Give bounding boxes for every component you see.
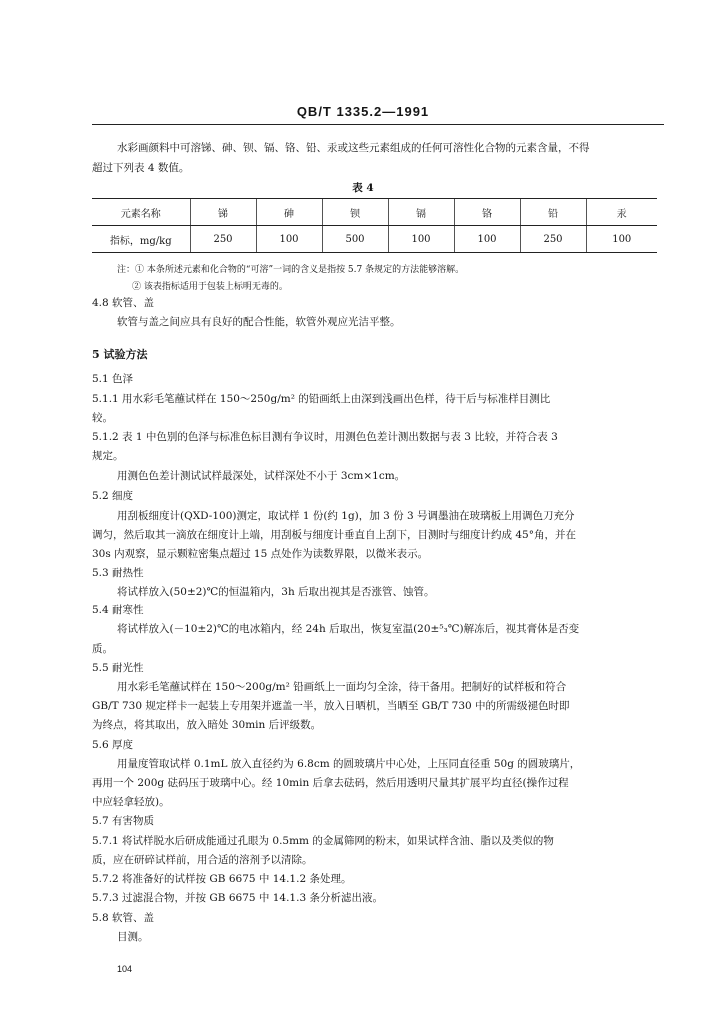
section-5-2-title: 5.2 细度 — [92, 490, 134, 502]
section-5-4-line-2: 质。 — [92, 643, 113, 655]
section-5-7-1-line-2: 质，应在研碎试样前，用合适的溶剂予以清除。 — [92, 854, 313, 866]
section-5-1-2-line-2: 规定。 — [92, 450, 124, 462]
table-cell: 250 — [520, 226, 586, 253]
section-5-2-line-1: 用刮板细度计(QXD-100)测定，取试样 1 份(约 1g)，加 3 份 3 号调墨油在玻璃板上用调色刀充分 — [117, 510, 575, 522]
section-5-5-line-3: 为终点，将其取出，放入暗处 30min 后评级数。 — [92, 719, 322, 731]
table-caption: 表 4 — [352, 182, 374, 194]
section-5-6-line-1: 用量度管取试样 0.1mL 放入直径约为 6.8cm 的圆玻璃片中心处，上压同直径重 50g 的圆玻璃片， — [117, 758, 581, 770]
section-5-8-text: 目测。 — [117, 931, 149, 943]
table-cell: 100 — [586, 226, 657, 253]
section-5-6-title: 5.6 厚度 — [92, 739, 134, 751]
table-header-cell: 汞 — [586, 199, 657, 226]
table-header-cell: 镉 — [388, 199, 454, 226]
table-header-cell: 钡 — [322, 199, 388, 226]
section-5-5-line-2: GB/T 730 规定样卡一起装上专用架并遮盖一半，放入日晒机，当晒至 GB/T 730 中的所需级褪色时即 — [92, 700, 570, 712]
table-header-cell: 砷 — [256, 199, 322, 226]
table-cell: 250 — [190, 226, 256, 253]
section-4-8-title: 4.8 软管、盖 — [92, 297, 155, 309]
section-5-4-title: 5.4 耐寒性 — [92, 604, 144, 616]
intro-line-2: 超过下列表 4 数值。 — [92, 162, 190, 174]
element-limit-table — [92, 198, 657, 253]
table-cell: 500 — [322, 226, 388, 253]
section-5-title: 5 试验方法 — [92, 348, 148, 361]
page-number: 104 — [117, 964, 133, 974]
section-5-8-title: 5.8 软管、盖 — [92, 912, 155, 924]
table-header-cell: 元素名称 — [92, 199, 190, 226]
section-4-8-text: 软管与盖之间应具有良好的配合性能，软管外观应光洁平整。 — [117, 316, 401, 328]
table-cell: 100 — [256, 226, 322, 253]
table-cell: 100 — [388, 226, 454, 253]
table-header-row — [92, 199, 657, 226]
section-5-1-1-line-1: 5.1.1 用水彩毛笔蘸试样在 150～250g/m² 的铅画纸上由深到浅画出色样，待干后与标准样目测比 — [92, 393, 551, 405]
section-5-1-2-line-1: 5.1.2 表 1 中色别的色泽与标准色标目测有争议时，用测色色差计测出数据与表 3 比较，并符合表 3 — [92, 431, 558, 443]
table-header-cell: 铅 — [520, 199, 586, 226]
section-5-3-title: 5.3 耐热性 — [92, 567, 144, 579]
section-5-3-text: 将试样放入(50±2)℃的恒温箱内，3h 后取出视其是否涨管、蚀管。 — [117, 586, 435, 598]
section-5-1-2-line-3: 用测色色差计测试试样最深处，试样深处不小于 3cm×1cm。 — [117, 470, 406, 482]
section-5-6-line-3: 中应轻拿轻放)。 — [92, 796, 170, 808]
section-5-7-3: 5.7.3 过滤混合物，并按 GB 6675 中 14.1.3 条分析滤出液。 — [92, 892, 383, 904]
section-5-1-1-line-2: 较。 — [92, 412, 113, 424]
section-5-5-line-1: 用水彩毛笔蘸试样在 150～200g/m² 铅画纸上一面均匀全涂，待干备用。把制好的试样板和符合 — [117, 681, 567, 693]
section-5-6-line-2: 再用一个 200g 砝码压于玻璃中心。经 10min 后拿去砝码，然后用透明尺量其扩展平均直径(操作过程 — [92, 777, 569, 789]
header-rule — [92, 124, 664, 125]
section-5-5-title: 5.5 耐光性 — [92, 662, 144, 674]
table-cell: 100 — [454, 226, 520, 253]
table-note-1: 注：① 本条所述元素和化合物的“可溶”一词的含义是指按 5.7 条规定的方法能够溶解。 — [117, 265, 465, 275]
table-cell: 指标，mg/kg — [92, 226, 190, 253]
intro-line-1: 水彩画颜料中可溶锑、砷、钡、镉、铬、铅、汞或这些元素组成的任何可溶性化合物的元素含量，不得 — [117, 142, 590, 154]
section-5-7-2: 5.7.2 将准备好的试样按 GB 6675 中 14.1.2 条处理。 — [92, 873, 352, 885]
table-row — [92, 226, 657, 253]
table-note-2: ② 该表指标适用于包装上标明无毒的。 — [132, 282, 288, 292]
section-5-2-line-2: 调匀，然后取其一滴放在细度计上端，用刮板与细度计垂直自上刮下，目测时与细度计约成 45°角，并在 — [92, 529, 576, 541]
section-5-7-title: 5.7 有害物质 — [92, 815, 155, 827]
page-header: QB/T 1335.2—1991 — [296, 104, 430, 119]
section-5-2-line-3: 30s 内观察，显示颗粒密集点超过 15 点处作为读数界限，以微米表示。 — [92, 548, 429, 560]
table-header-cell: 铬 — [454, 199, 520, 226]
table-header-cell: 锑 — [190, 199, 256, 226]
section-5-7-1-line-1: 5.7.1 将试样脱水后研成能通过孔眼为 0.5mm 的金属筛网的粉末，如果试样含油、脂以及类似的物 — [92, 835, 554, 847]
section-5-1-title: 5.1 色泽 — [92, 373, 134, 385]
section-5-4-line-1: 将试样放入(－10±2)℃的电冰箱内，经 24h 后取出，恢复室温(20±⁵₃℃)解冻后，视其膏体是否变 — [117, 623, 580, 635]
